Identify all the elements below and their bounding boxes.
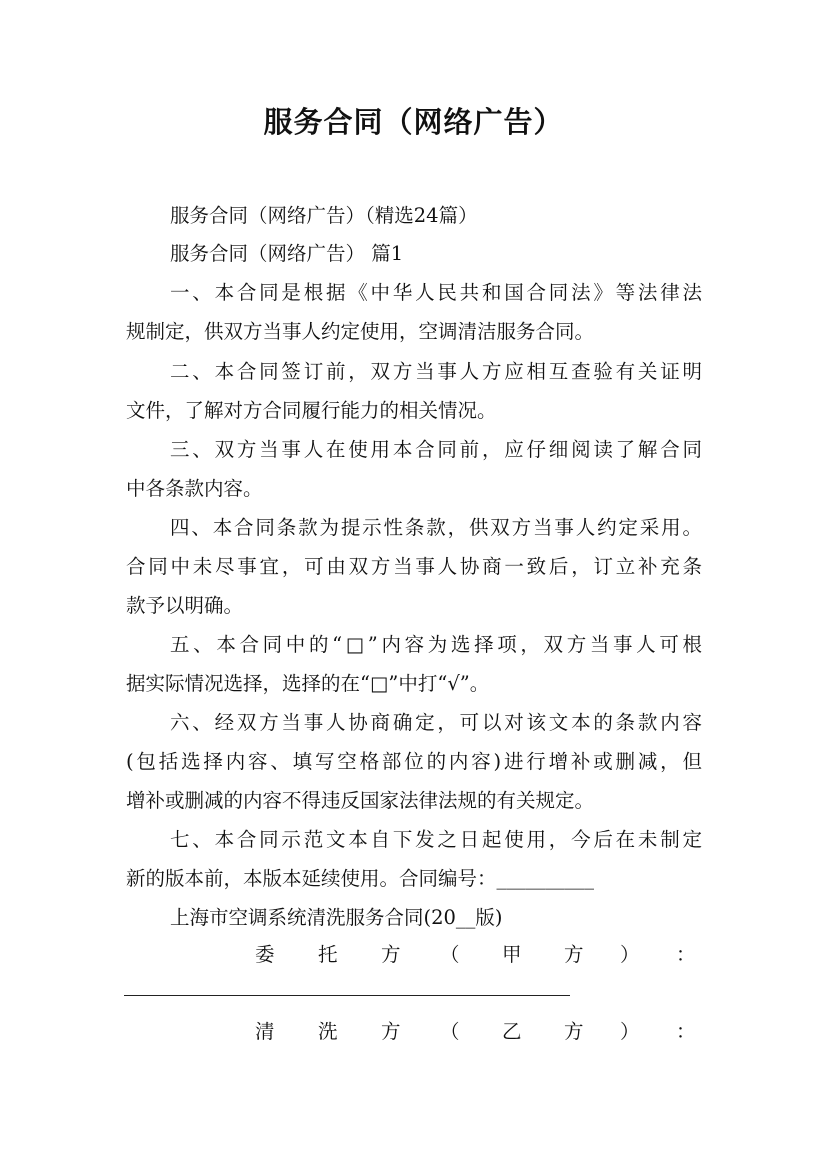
cleaner-label-char-7: ） (620, 1020, 640, 1043)
client-label-char-6: 方 (564, 943, 584, 966)
paragraph-5-line-2: 据实际情况选择，选择的在“□”中打“√”。 (126, 672, 490, 695)
paragraph-1-line-2: 规制定，供双方当事人约定使用，空调清洁服务合同。 (126, 320, 595, 343)
section-heading: 服务合同（网络广告） 篇1 (170, 242, 404, 265)
client-label-char-7: ） (620, 943, 640, 966)
client-label-char-3: 方 (381, 943, 401, 966)
paragraph-4-line-1: 四、本合同条款为提示性条款，供双方当事人约定采用。 (170, 516, 702, 539)
paragraph-2-line-2: 文件，了解对方合同履行能力的相关情况。 (126, 399, 497, 422)
client-label-char-5: 甲 (502, 943, 522, 966)
paragraph-3-line-1: 三、双方当事人在使用本合同前，应仔细阅读了解合同 (170, 438, 702, 461)
paragraph-2-line-1: 二、本合同签订前，双方当事人方应相互查验有关证明 (170, 360, 702, 383)
cleaner-label-char-1: 清 (255, 1020, 275, 1043)
client-label-char-2: 托 (318, 943, 338, 966)
contract-name-line: 上海市空调系统清洗服务合同(20__版) (170, 906, 503, 929)
cleaner-label-char-2: 洗 (318, 1020, 338, 1043)
client-label-char-4: （ (440, 943, 460, 966)
paragraph-6-line-1: 六、经双方当事人协商确定，可以对该文本的条款内容 (170, 711, 702, 734)
paragraph-7-line-1: 七、本合同示范文本自下发之日起使用，今后在未制定 (170, 828, 702, 851)
paragraph-1-line-1: 一、本合同是根据《中华人民共和国合同法》等法律法 (170, 281, 702, 304)
paragraph-5-line-1: 五、本合同中的“□”内容为选择项，双方当事人可根 (170, 633, 702, 656)
subtitle-line: 服务合同（网络广告）（精选24篇） (170, 204, 478, 227)
cleaner-label-char-8: ： (676, 1020, 696, 1043)
paragraph-3-line-2: 中各条款内容。 (126, 477, 263, 500)
cleaner-label-char-4: （ (440, 1020, 460, 1043)
paragraph-6-line-2: (包括选择内容、填写空格部位的内容)进行增补或删减，但 (126, 750, 702, 773)
cleaner-label-char-5: 乙 (502, 1020, 522, 1043)
cleaner-label-char-3: 方 (381, 1020, 401, 1043)
cleaner-label-char-6: 方 (564, 1020, 584, 1043)
paragraph-7-line-2: 新的版本前，本版本延续使用。合同编号：__________ (126, 867, 595, 890)
paragraph-4-line-3: 款予以明确。 (126, 594, 244, 617)
client-label-char-8: ： (676, 943, 696, 966)
client-fill-line (124, 995, 570, 996)
client-label-char-1: 委 (255, 943, 275, 966)
paragraph-6-line-3: 增补或删减的内容不得违反国家法律法规的有关规定。 (126, 789, 595, 812)
document-title: 服务合同（网络广告） (263, 105, 564, 139)
paragraph-4-line-2: 合同中未尽事宜，可由双方当事人协商一致后，订立补充条 (126, 555, 702, 578)
